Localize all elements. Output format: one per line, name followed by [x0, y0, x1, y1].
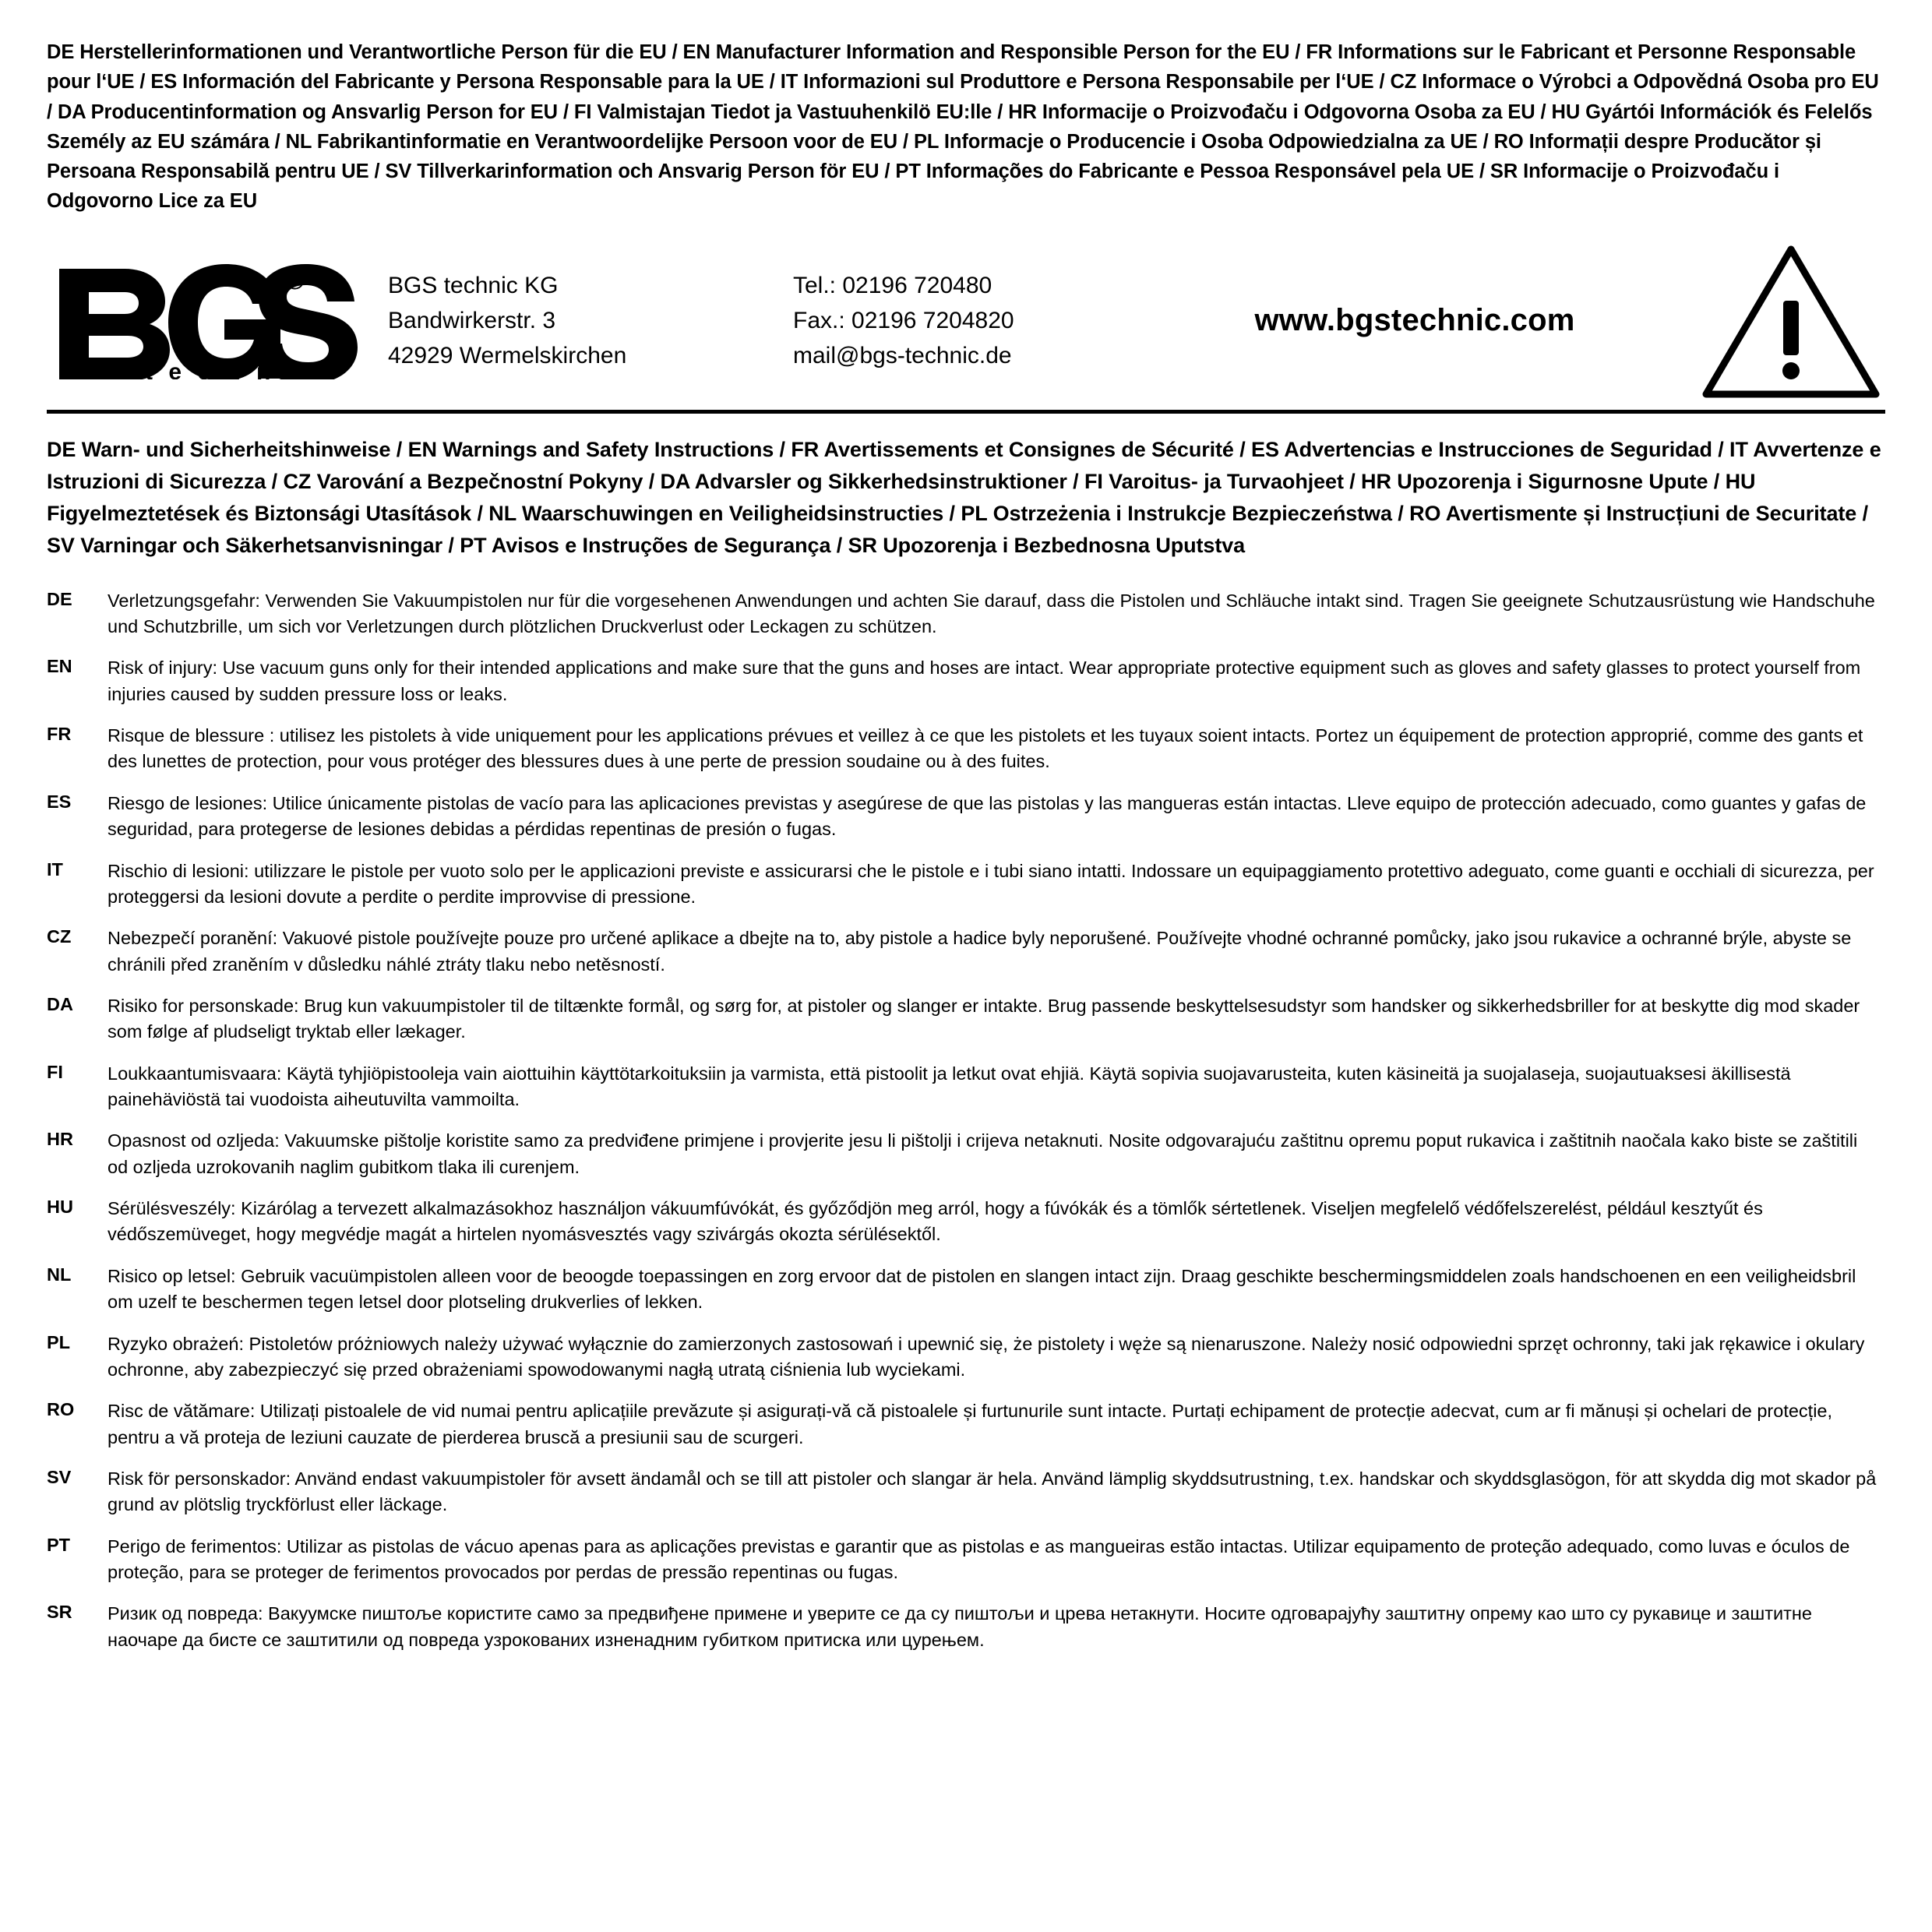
list-item: [47, 993, 1885, 1045]
instruction-text: Loukkaantumisvaara: Käytä tyhjiöpistooleja vain aiottuihin käyttötarkoituksiin ja varmista, että pistoolit ja letkut ovat ehjiä. Käytä sopivia suojavarusteita, kuten käsineitä ja suojalaseja, suojautuaksesi äkillisestä painehäviöstä tai vuodoista aiheutuvilta vammoilta.: [108, 1063, 1791, 1110]
list-item: [47, 858, 1885, 911]
svg-text:t e c h n i c: t e c h n i c: [145, 358, 327, 379]
instruction-text: Sérülésveszély: Kizárólag a tervezett alkalmazásokhoz használjon vákuumfúvókát, és győződjön meg arról, hogy a fúvókák és a tömlők sértetlenek. Viseljen megfelelő védőfelszerelést, például kesztyűt és védőszemüveget, hogy megvédje magát a hirtelen nyomásvesztés vagy szivárgás okozta sérülésektől.: [108, 1198, 1763, 1245]
company-contact: [793, 268, 1159, 373]
language-code: PT: [47, 1534, 71, 1555]
instruction-text: Ризик од повреда: Вакуумске пиштоље користите само за предвиђене примене и уверите се да су пиштољи и црева нетакнути. Носите одговарајућу заштитну опрему као што су рукавице и заштитне наочаре да бисте се заштитили од повреда узрокованих изненадним губитком притиска или цурењем.: [108, 1603, 1812, 1650]
language-code: FI: [47, 1061, 63, 1082]
list-item: [47, 655, 1885, 707]
list-item: [47, 1331, 1885, 1384]
language-code: PL: [47, 1331, 71, 1352]
bgs-logo: [47, 263, 380, 379]
manufacturer-info-heading: DE Herstellerinformationen und Verantwortliche Person für die EU / EN Manufacturer Information and Responsible Person for the EU / FR Informations sur le Fabricant et Personne Responsable pour l‘UE / ES Información del Fabricante y Persona Responsable para la UE / IT Informazioni sul Produttore e Persona Responsabile per l‘UE / CZ Informace o Výrobci a Odpovědná Osoba pro EU / DA Producentinformation og Ansvarlig Person for EU / FI Valmistajan Tiedot ja Vastuuhenkilö EU:lle / HR Informacije o Proizvođaču i Odgovorna Osoba za EU / HU Gyártói Információk és Felelős Személy az EU számára / NL Fabrikantinformatie en Verantwoordelijke Persoon voor de EU / PL Informacje o Producencie i Osoba Odpowiedzialna za UE / RO Informații despre Producător și Persoana Responsabilă pentru UE / SV Tillverkarinformation och Ansvarig Person för EU / PT Informações do Fabricante e Pessoa Responsável pela UE / SR Informacije o Proizvođaču i Odgovorno Lice za EU: [47, 41, 1879, 213]
language-code: CZ: [47, 926, 72, 947]
company-address: [380, 268, 793, 373]
instruction-text: Riesgo de lesiones: Utilice únicamente pistolas de vacío para las aplicaciones previstas y asegúrese de que las pistolas y las mangueras están intactas. Lleve equipo de protección adecuado, como guantes y gafas de seguridad, para protegerse de lesiones debidas a pérdidas repentinas de presión o fugas.: [108, 792, 1867, 840]
instruction-text: Perigo de ferimentos: Utilizar as pistolas de vácuo apenas para as aplicações previstas e garantir que as pistolas e as mangueiras estão intactas. Utilizar equipamento de proteção adequado, como luvas e óculos de proteção, para se proteger de ferimentos provocados por perdas de pressão repentinas ou fugas.: [108, 1535, 1850, 1583]
warning-triangle-icon: [1670, 243, 1885, 399]
list-item: [47, 723, 1885, 775]
language-code: FR: [47, 724, 72, 745]
list-item: [47, 1466, 1885, 1518]
list-item: [47, 1601, 1885, 1653]
warnings-section-heading: DE Warn- und Sicherheitshinweise / EN Warnings and Safety Instructions / FR Avertissements et Consignes de Sécurité / ES Advertencias e Instrucciones de Seguridad / IT Avvertenze e Istruzioni di Sicurezza / CZ Varování a Bezpečnostní Pokyny / DA Advarsler og Sikkerhedsinstruktioner / FI Varoitus- ja Turvaohjeet / HR Upozorenja i Sigurnosne Upute / HU Figyelmeztetések és Biztonsági Utasítások / NL Waarschuwingen en Veiligheidsinstructies / PL Ostrzeżenia i Instrukcje Bezpieczeństwa / RO Avertismente și Instrucțiuni de Securitate / SV Varningar och Säkerhetsanvisningar / PT Avisos e Instruções de Segurança / SR Upozorenja i Bezbednosna Uputstva: [47, 437, 1881, 557]
language-code: DA: [47, 993, 73, 1014]
instruction-text: Risc de vătămare: Utilizați pistoalele de vid numai pentru aplicațiile prevăzute și asigurați-vă că pistoalele și furtunurile sunt intacte. Purtați echipament de protecție adecvat, cum ar fi mănuși și ochelari de protecție, pentru a vă proteja de leziuni cauzate de pierderea bruscă a presiunii sau de scurgeri.: [108, 1401, 1833, 1447]
company-name: BGS technic KG: [388, 273, 559, 298]
instruction-text: Verletzungsgefahr: Verwenden Sie Vakuumpistolen nur für die vorgesehenen Anwendungen und achten Sie darauf, dass die Pistolen und Schläuche intakt sind. Tragen Sie geeignete Schutzausrüstung wie Handschuhe und Schutzbrille, um sich vor Verletzungen durch plötzlichen Druckverlust oder Leckagen zu schützen.: [108, 590, 1875, 636]
instruction-text: Rischio di lesioni: utilizzare le pistole per vuoto solo per le applicazioni previste e assicurarsi che le pistole e i tubi siano intatti. Indossare un equipaggiamento protettivo adeguato, come guanti e occhiali di sicurezza, per proteggersi da lesioni dovute a perdite o perdite improvvise di pressione.: [108, 860, 1874, 907]
company-fax: Fax.: 02196 7204820: [793, 308, 1014, 333]
list-item: [47, 925, 1885, 978]
list-item: [47, 791, 1885, 843]
company-tel: Tel.: 02196 720480: [793, 273, 992, 298]
company-info-block: [47, 238, 1885, 414]
instruction-text: Opasnost od ozljeda: Vakuumske pištolje koristite samo za predviđene primjene i provjerite jesu li pištolji i crijeva netaknuti. Nosite odgovarajuću zaštitnu opremu poput rukavica i zaštitnih naočala kako biste se zaštitili od ozljeda uzrokovanih naglim gubitkom tlaka ili curenjem.: [108, 1130, 1858, 1177]
company-email[interactable]: mail@bgs-technic.de: [793, 343, 1012, 368]
company-street: Bandwirkerstr. 3: [388, 308, 556, 333]
list-item: [47, 1264, 1885, 1316]
list-item: [47, 588, 1885, 640]
instruction-text: Risico op letsel: Gebruik vacuümpistolen alleen voor de beoogde toepassingen en zorg ervoor dat de pistolen en slangen intact zijn. Draag geschikte beschermingsmiddelen zoals handschoenen en een veiligheidsbril om uzelf te beschermen tegen letsel door plotseling drukverlies of lekken.: [108, 1265, 1856, 1313]
company-website[interactable]: www.bgstechnic.com: [1254, 303, 1575, 337]
instructions-list: [47, 588, 1885, 1654]
language-code: RO: [47, 1399, 75, 1420]
language-code: SR: [47, 1602, 72, 1623]
instruction-text: Risque de blessure : utilisez les pistolets à vide uniquement pour les applications prévues et veillez à ce que les pistolets et les tuyaux soient intacts. Portez un équipement de protection approprié, comme des gants et des lunettes de protection, pour vous protéger des blessures dues à une perte de pression soudaine ou à des fuites.: [108, 725, 1863, 772]
language-code: HU: [47, 1197, 73, 1218]
instruction-text: Nebezpečí poranění: Vakuové pistole používejte pouze pro určené aplikace a dbejte na to, aby pistole a hadice byly neporušené. Používejte vhodné ochranné pomůcky, jako jsou rukavice a ochranné brýle, abyste se chránili před zraněním v důsledku náhlé ztráty tlaku nebo netěsností.: [108, 928, 1852, 975]
list-item: [47, 1398, 1885, 1451]
language-code: EN: [47, 656, 72, 677]
list-item: [47, 1061, 1885, 1113]
instruction-text: Risk för personskador: Använd endast vakuumpistoler för avsett ändamål och se till att pistoler och slangar är hela. Använd lämplig skyddsutrustning, t.ex. handskar och skyddsglasögon, för att skydda dig mot skador på grund av plötslig tryckförlust eller läckage.: [108, 1468, 1877, 1515]
instruction-text: Risk of injury: Use vacuum guns only for their intended applications and make sure that the guns and hoses are intact. Wear appropriate protective equipment such as gloves and safety glasses to protect yourself from injuries caused by sudden pressure loss or leaks.: [108, 658, 1861, 704]
list-item: [47, 1196, 1885, 1248]
language-code: NL: [47, 1264, 72, 1285]
language-code: DE: [47, 588, 72, 609]
language-code: ES: [47, 791, 72, 812]
instruction-text: Ryzyko obrażeń: Pistoletów próżniowych należy używać wyłącznie do zamierzonych zastosowań i upewnić się, że pistolety i węże są nienaruszone. Należy nosić odpowiedni sprzęt ochronny, taki jak rękawice i okulary ochronne, aby zabezpieczyć się przed obrażeniami spowodowanymi nagłą utratą ciśnienia lub wyciekami.: [108, 1333, 1865, 1380]
list-item: [47, 1128, 1885, 1180]
svg-text:®: ®: [285, 265, 305, 295]
language-code: HR: [47, 1129, 73, 1150]
list-item: [47, 1534, 1885, 1586]
language-code: IT: [47, 858, 63, 880]
instruction-text: Risiko for personskade: Brug kun vakuumpistoler til de tiltænkte formål, og sørg for, at pistoler og slanger er intakte. Brug passende beskyttelsesudstyr som handsker og sikkerhedsbriller for at beskytte dig mod skader som følge af pludseligt tryktab eller lækager.: [108, 995, 1860, 1042]
company-city: 42929 Wermelskirchen: [388, 343, 627, 368]
language-code: SV: [47, 1466, 72, 1487]
